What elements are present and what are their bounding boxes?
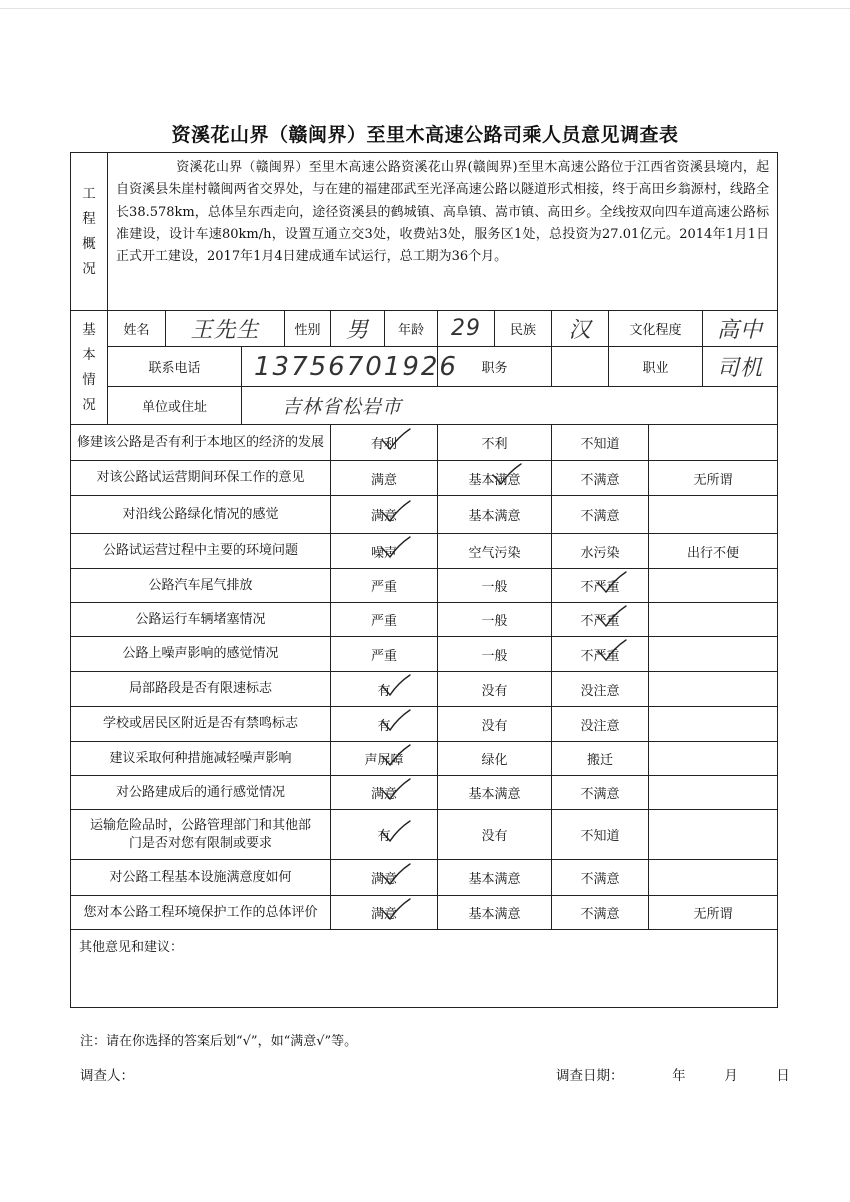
empty-cell bbox=[649, 637, 778, 672]
question-text: 公路上噪声影响的感觉情况 bbox=[71, 637, 331, 672]
date-day: 日 bbox=[776, 1068, 790, 1084]
question-text: 公路汽车尾气排放 bbox=[71, 569, 331, 603]
question-row bbox=[71, 672, 778, 707]
basic-info-row-1 bbox=[71, 311, 778, 347]
answer-option[interactable]: 无所谓 bbox=[649, 896, 778, 930]
survey-table bbox=[70, 152, 778, 1008]
answer-option[interactable]: 满意 bbox=[331, 461, 438, 496]
answer-option[interactable]: 出行不便 bbox=[649, 534, 778, 569]
answer-option[interactable]: 不知道 bbox=[552, 810, 649, 860]
answer-option[interactable]: 基本满意 bbox=[438, 896, 552, 930]
question-text: 修建该公路是否有利于本地区的经济的发展 bbox=[71, 425, 331, 461]
other-comments-row bbox=[71, 930, 778, 1008]
question-text: 学校或居民区附近是否有禁鸣标志 bbox=[71, 707, 331, 742]
ethnic-value[interactable]: 汉 bbox=[552, 311, 609, 347]
answer-option[interactable]: 搬迁 bbox=[552, 742, 649, 776]
answer-option[interactable]: 基本满意 bbox=[438, 496, 552, 534]
question-row bbox=[71, 496, 778, 534]
survey-date bbox=[556, 1064, 790, 1084]
empty-cell bbox=[649, 672, 778, 707]
answer-option[interactable]: 不满意 bbox=[552, 776, 649, 810]
date-month: 月 bbox=[724, 1068, 738, 1084]
answer-option[interactable]: 声屏障 bbox=[331, 742, 438, 776]
empty-cell bbox=[649, 425, 778, 461]
answer-option[interactable]: 满意 bbox=[331, 896, 438, 930]
answer-option[interactable]: 一般 bbox=[438, 637, 552, 672]
answer-option[interactable]: 严重 bbox=[331, 603, 438, 637]
age-label: 年龄 bbox=[385, 311, 438, 347]
project-overview-text: 资溪花山界（赣闽界）至里木高速公路资溪花山界(赣闽界)至里木高速公路位于江西省资溪县境内，起自资溪县朱崖村赣闽两省交界处，与在建的福建邵武至光泽高速公路以隧道形式相接，终于高田乡翁源村，线路全长38.578km，总体呈东西走向，途径资溪县的鹤城镇、高阜镇、嵩市镇、高田乡。全线按双向四车道高速公路标准建设，设计车速80km/h，设置互通立交3处，收费站3处，服务区1处，总投资为27.01亿元。2014年1月1日正式开工建设，2017年1月4日建成通车试运行，总工期为36个月。 bbox=[108, 153, 778, 311]
question-text: 对公路工程基本设施满意度如何 bbox=[71, 860, 331, 896]
answer-option[interactable]: 不满意 bbox=[552, 496, 649, 534]
date-year: 年 bbox=[672, 1068, 686, 1084]
project-overview-row bbox=[71, 153, 778, 311]
gender-value[interactable]: 男 bbox=[331, 311, 385, 347]
answer-option[interactable]: 满意 bbox=[331, 776, 438, 810]
project-overview-label: 工 程 概 况 bbox=[71, 153, 108, 311]
job-value[interactable]: 司机 bbox=[703, 347, 778, 387]
answer-option[interactable]: 基本满意 bbox=[438, 461, 552, 496]
question-text: 您对本公路工程环境保护工作的总体评价 bbox=[71, 896, 331, 930]
answer-option[interactable]: 严重 bbox=[331, 637, 438, 672]
answer-option[interactable]: 没有 bbox=[438, 672, 552, 707]
question-row bbox=[71, 534, 778, 569]
address-value[interactable]: 吉林省松岩市 bbox=[242, 387, 778, 425]
answer-option[interactable]: 有 bbox=[331, 810, 438, 860]
education-value[interactable]: 高中 bbox=[703, 311, 778, 347]
answer-option[interactable]: 不利 bbox=[438, 425, 552, 461]
empty-cell bbox=[649, 569, 778, 603]
job-label: 职业 bbox=[609, 347, 703, 387]
question-row bbox=[71, 707, 778, 742]
page-top-rule bbox=[0, 8, 850, 9]
question-row bbox=[71, 461, 778, 496]
date-label: 调查日期： bbox=[556, 1068, 624, 1084]
basic-info-label: 基 本 情 况 bbox=[71, 311, 108, 425]
question-text: 对沿线公路绿化情况的感觉 bbox=[71, 496, 331, 534]
basic-info-row-3 bbox=[71, 387, 778, 425]
question-row bbox=[71, 603, 778, 637]
other-comments-field[interactable] bbox=[71, 930, 778, 1008]
answer-option[interactable]: 不知道 bbox=[552, 425, 649, 461]
education-label: 文化程度 bbox=[609, 311, 703, 347]
question-row bbox=[71, 637, 778, 672]
empty-cell bbox=[649, 742, 778, 776]
answer-option[interactable]: 无所谓 bbox=[649, 461, 778, 496]
empty-cell bbox=[649, 707, 778, 742]
question-text: 公路试运营过程中主要的环境问题 bbox=[71, 534, 331, 569]
form-title: 资溪花山界（赣闽界）至里木高速公路司乘人员意见调查表 bbox=[171, 124, 679, 146]
question-text: 公路运行车辆堵塞情况 bbox=[71, 603, 331, 637]
question-row bbox=[71, 860, 778, 896]
answer-option[interactable]: 不严重 bbox=[552, 603, 649, 637]
question-text: 对公路建成后的通行感觉情况 bbox=[71, 776, 331, 810]
post-value[interactable] bbox=[552, 347, 609, 387]
basic-info-row-2 bbox=[71, 347, 778, 387]
answer-option[interactable]: 不满意 bbox=[552, 860, 649, 896]
empty-cell bbox=[649, 776, 778, 810]
answer-option[interactable]: 有 bbox=[331, 672, 438, 707]
answer-option[interactable]: 空气污染 bbox=[438, 534, 552, 569]
age-value[interactable]: 29 bbox=[438, 311, 495, 347]
answer-option[interactable]: 没注意 bbox=[552, 672, 649, 707]
phone-value[interactable]: 13756701926 bbox=[242, 347, 438, 387]
answer-option[interactable]: 有 bbox=[331, 707, 438, 742]
answer-option[interactable]: 不满意 bbox=[552, 461, 649, 496]
answer-option[interactable]: 噪声 bbox=[331, 534, 438, 569]
answer-option[interactable]: 不严重 bbox=[552, 637, 649, 672]
phone-label: 联系电话 bbox=[108, 347, 242, 387]
answer-option[interactable]: 不满意 bbox=[552, 896, 649, 930]
question-text: 对该公路试运营期间环保工作的意见 bbox=[71, 461, 331, 496]
other-comments-label: 其他意见和建议： bbox=[79, 940, 184, 955]
question-text: 局部路段是否有限速标志 bbox=[71, 672, 331, 707]
gender-label: 性别 bbox=[285, 311, 331, 347]
answer-option[interactable]: 一般 bbox=[438, 569, 552, 603]
instruction-note: 注：请在你选择的答案后划“√”，如“满意√”等。 bbox=[80, 1034, 358, 1049]
empty-cell bbox=[649, 860, 778, 896]
answer-option[interactable]: 不严重 bbox=[552, 569, 649, 603]
name-label: 姓名 bbox=[108, 311, 166, 347]
answer-option[interactable]: 没有 bbox=[438, 707, 552, 742]
question-text: 建议采取何种措施减轻噪声影响 bbox=[71, 742, 331, 776]
question-text: 运输危险品时，公路管理部门和其他部门是否对您有限制或要求 bbox=[71, 810, 331, 860]
question-row bbox=[71, 776, 778, 810]
question-row bbox=[71, 896, 778, 930]
post-label: 职务 bbox=[438, 347, 552, 387]
answer-option[interactable]: 没注意 bbox=[552, 707, 649, 742]
answer-option[interactable]: 水污染 bbox=[552, 534, 649, 569]
empty-cell bbox=[649, 496, 778, 534]
ethnic-label: 民族 bbox=[495, 311, 552, 347]
question-row bbox=[71, 569, 778, 603]
empty-cell bbox=[649, 810, 778, 860]
address-label: 单位或住址 bbox=[108, 387, 242, 425]
answer-option[interactable]: 基本满意 bbox=[438, 776, 552, 810]
question-row bbox=[71, 810, 778, 860]
answer-option[interactable]: 有利 bbox=[331, 425, 438, 461]
answer-option[interactable]: 没有 bbox=[438, 810, 552, 860]
question-row bbox=[71, 742, 778, 776]
question-row bbox=[71, 425, 778, 461]
surveyor-label: 调查人： bbox=[80, 1068, 134, 1084]
answer-option[interactable]: 满意 bbox=[331, 496, 438, 534]
answer-option[interactable]: 一般 bbox=[438, 603, 552, 637]
answer-option[interactable]: 满意 bbox=[331, 860, 438, 896]
name-value[interactable]: 王先生 bbox=[166, 311, 285, 347]
answer-option[interactable]: 绿化 bbox=[438, 742, 552, 776]
answer-option[interactable]: 基本满意 bbox=[438, 860, 552, 896]
empty-cell bbox=[649, 603, 778, 637]
answer-option[interactable]: 严重 bbox=[331, 569, 438, 603]
